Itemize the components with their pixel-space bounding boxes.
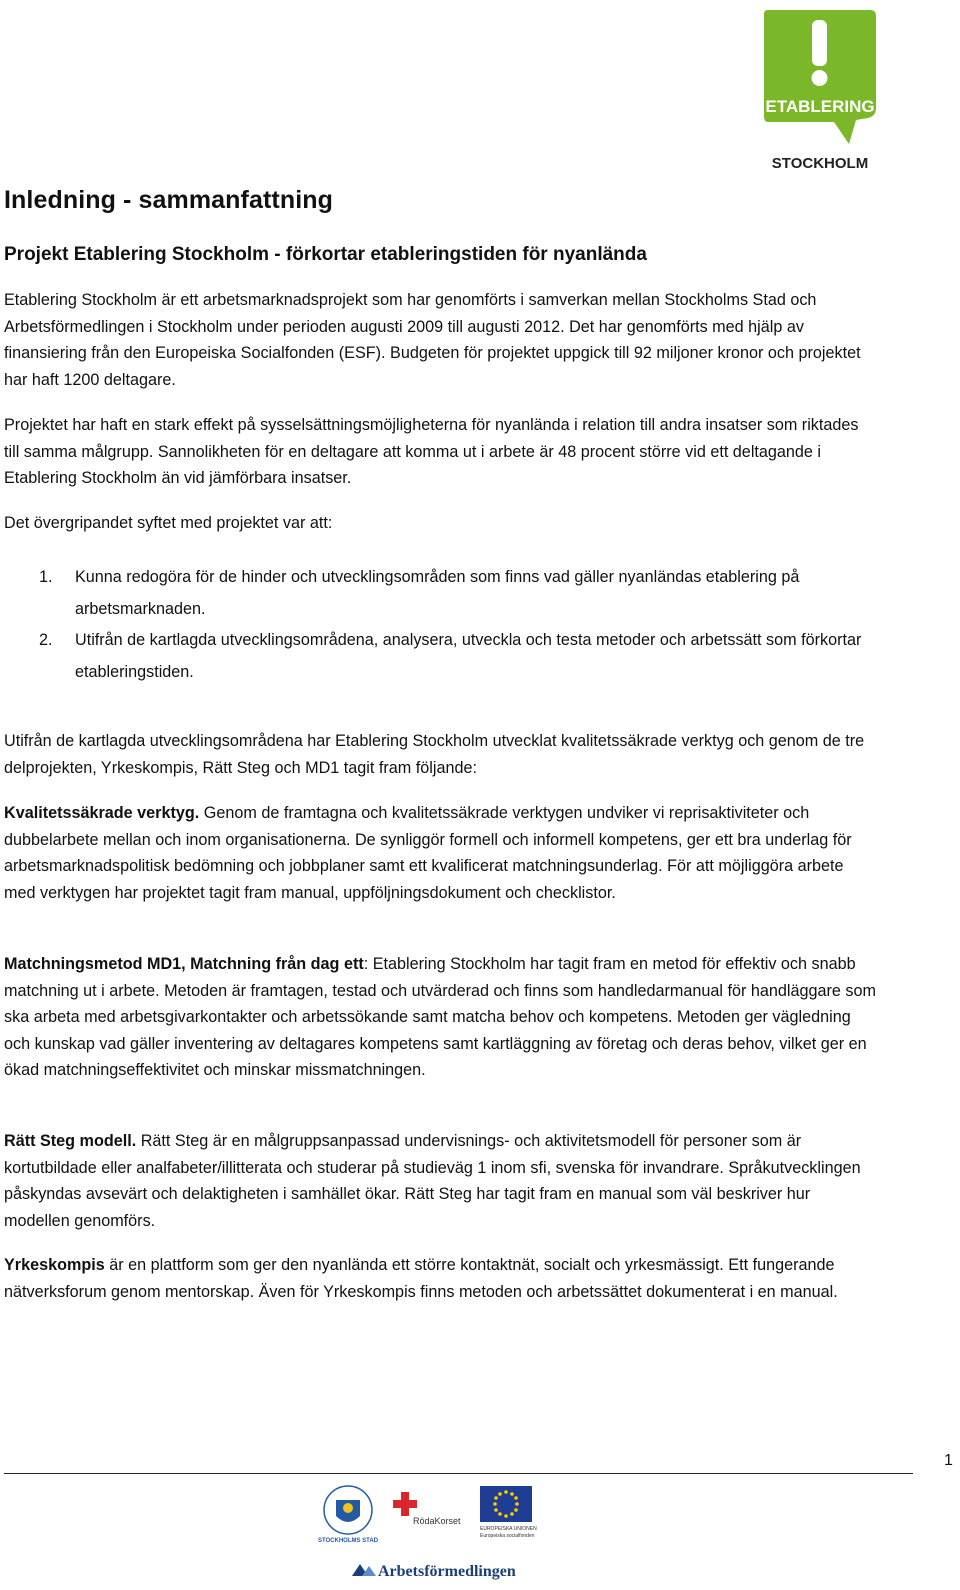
purpose-list: [4, 562, 876, 688]
arbetsformedlingen-logo: [352, 1563, 516, 1580]
etablering-stockholm-logo: [754, 8, 884, 173]
seal-text: STOCKHOLMS STAD: [317, 1538, 379, 1544]
list-text: Kunna redogöra för de hinder och utvecklingsområden som finns vad gäller nyanländas etablering på arbetsmarknaden.: [75, 568, 800, 618]
af-text: Arbetsförmedlingen: [378, 1563, 516, 1580]
section-text: Rätt Steg är en målgruppsanpassad undervisnings- och aktivitetsmodell för personer som är kortutbildade eller analfabeter/illitterata och studerar på studieväg 1 inom sfi, svenska för invandrare. Språkutvecklingen påskyndas avsevärt och delaktigheten i samhället ökar. Rätt Steg har tagit fram en manual som väl beskriver hur modellen genomförs.: [4, 1132, 861, 1230]
rodakorset-text: RödaKorset: [413, 1516, 461, 1526]
rodakorset-logo: [393, 1492, 461, 1526]
stockholm-seal-logo: [318, 1486, 379, 1544]
logo-text-main: ETABLERING: [765, 97, 875, 116]
section-text: Genom de framtagna och kvalitetssäkrade verktygen undviker vi reprisaktiviteter och dubbelarbete mellan och inom organisationerna. De synliggör formell och informell kompetens, ger ett bra underlag för arbetsmarknadspolitisk bedömning och jobbplaner samt ett kvalificerat matchningsunderlag. För att möjliggöra arbete med verktygen har projektet tagit fram manual, uppföljningsdokument och checklistor.: [4, 804, 852, 902]
section-quality-tools: [4, 800, 876, 906]
logo-text-sub: STOCKHOLM: [771, 155, 869, 172]
eu-text-2: Europeiska socialfonden: [480, 1533, 535, 1539]
paragraph-effect: [4, 412, 876, 492]
paragraph-purpose: [4, 510, 876, 537]
seal-crown-icon: [343, 1503, 353, 1513]
exclamation-bar: [812, 20, 827, 66]
section-yrkeskompis: [4, 1252, 876, 1305]
page-number: 1: [944, 1452, 953, 1469]
section-text: är en plattform som ger den nyanlända ett större kontaktnät, socialt och yrkesmässigt. Ett fungerande nätverksforum genom mentorskap. Även för Yrkeskompis finns metoden och arbetssättet dokumenterat i en manual.: [4, 1256, 838, 1301]
exclamation-dot: [812, 70, 828, 86]
section-heading: Rätt Steg modell.: [4, 1132, 137, 1150]
page-subtitle: Projekt Etablering Stockholm - förkortar etableringstiden för nyanlända: [4, 244, 647, 265]
list-number: 2.: [39, 631, 53, 649]
list-item: [4, 625, 876, 688]
list-text: Utifrån de kartlagda utvecklingsområdena, analysera, utveckla och testa metoder och arbetssätt som förkortar etableringstiden.: [75, 631, 862, 681]
section-ratt-steg: [4, 1128, 876, 1234]
section-text: : Etablering Stockholm har tagit fram en metod för effektiv och snabb matchning ut i arbete. Metoden är framtagen, testad och utvärderad och finns som handledarmanual för handläggare som ska arbeta med arbetsgivarkontakter och arbetssökande samt matcha behov och kompetens. Metoden ger vägledning och kunskap vad gäller inventering av deltagares kompetens samt kartläggning av företag och deras behov, vilket ger en ökad matchningseffektivitet och minskar missmatchningen.: [4, 955, 876, 1079]
section-heading: Kvalitetssäkrade verktyg.: [4, 804, 200, 822]
paragraph-text: Projektet har haft en stark effekt på sysselsättningsmöjligheterna för nyanlända i relation till andra insatser som riktades till samma målgrupp. Sannolikheten för en deltagare att komma ut i arbete är 48 procent större vid ett deltagande i Etablering Stockholm än vid jämförbara insatser.: [4, 416, 859, 487]
eu-logo: [480, 1486, 537, 1539]
section-md1: [4, 951, 876, 1084]
list-number: 1.: [39, 568, 53, 586]
page-title: Inledning - sammanfattning: [4, 186, 333, 214]
footer-logos: [0, 1480, 960, 1590]
section-heading: Matchningsmetod MD1, Matchning från dag ett: [4, 955, 364, 973]
eu-text-1: EUROPEISKA UNIONEN: [480, 1526, 537, 1532]
paragraph-intro: [4, 287, 876, 393]
paragraph-text: Det övergripandet syftet med projektet var att:: [4, 514, 333, 532]
paragraph-text: Etablering Stockholm är ett arbetsmarknadsprojekt som har genomförts i samverkan mellan Stockholms Stad och Arbetsförmedlingen i Stockholm under perioden augusti 2009 till augusti 2012. Det har genomförts med hjälp av finansiering från den Europeiska Socialfonden (ESF). Budgeten för projektet uppgick till 92 miljoner kronor och projektet har haft 1200 deltagare.: [4, 291, 861, 389]
section-heading: Yrkeskompis: [4, 1256, 105, 1274]
paragraph-results: [4, 728, 876, 781]
list-item: [4, 562, 876, 625]
footer-divider: [4, 1473, 913, 1474]
paragraph-text: Utifrån de kartlagda utvecklingsområdena har Etablering Stockholm utvecklat kvalitetssäkrade verktyg och genom de tre delprojekten, Yrkeskompis, Rätt Steg och MD1 tagit fram följande:: [4, 732, 865, 777]
